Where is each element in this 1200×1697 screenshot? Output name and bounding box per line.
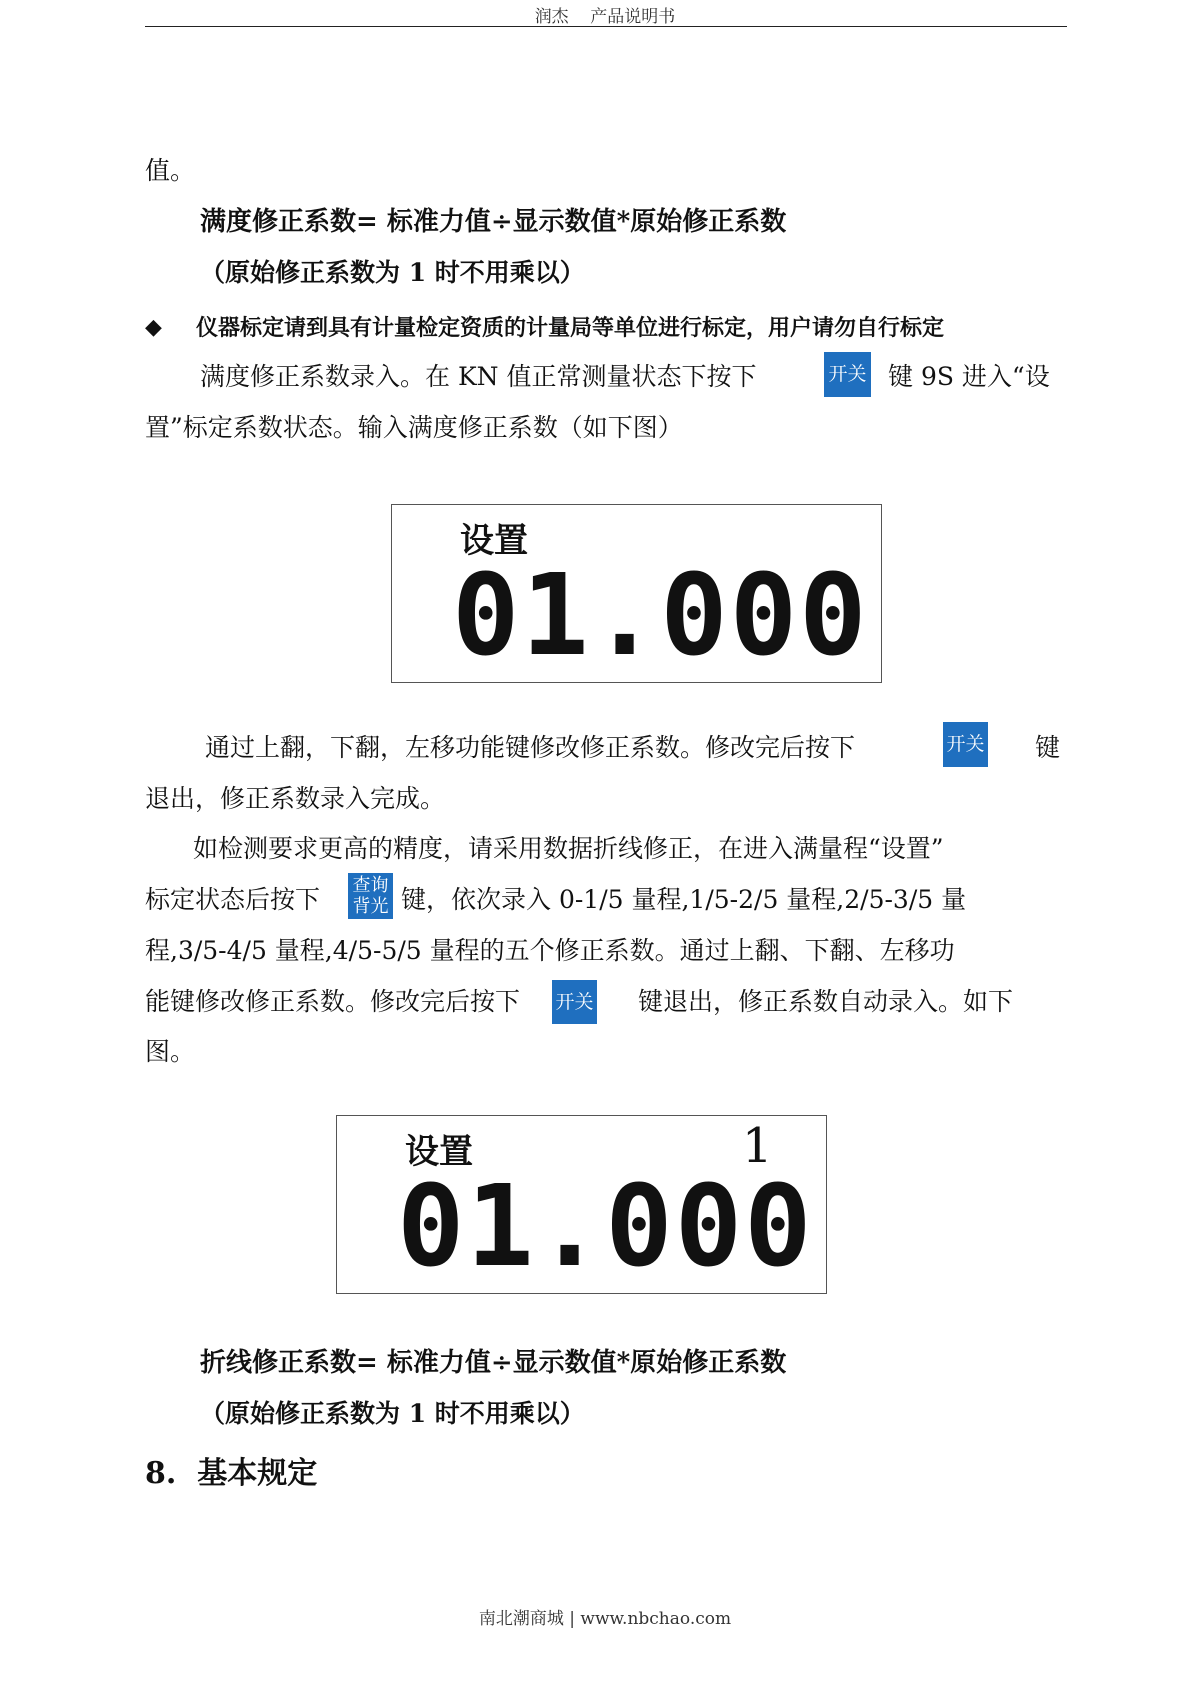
lcd-display-segment <box>336 1115 827 1294</box>
lcd-label: 设置 <box>460 521 528 561</box>
page-header: 润杰 产品说明书 <box>534 7 676 27</box>
paragraph-3-line-2-end: 键，依次录入 0-1/5 量程,1/5-2/5 量程,2/5-3/5 量 <box>401 885 967 914</box>
bullet-diamond-icon: ◆ <box>145 315 162 340</box>
page-footer: 南北潮商城 | www.nbchao.com <box>478 1609 732 1629</box>
calibration-warning: 仪器标定请到具有计量检定资质的计量局等单位进行标定，用户请勿自行标定 <box>196 315 945 341</box>
lcd-segment-index: 1 <box>742 1118 773 1174</box>
paragraph-3-line-4-end: 键退出，修正系数自动录入。如下 <box>638 987 1014 1016</box>
paragraph-3-line-1: 如检测要求更高的精度，请采用数据折线修正，在进入满量程“设置” <box>193 834 944 863</box>
formula-full-scale: 满度修正系数= 标准力值÷显示数值*原始修正系数 <box>200 207 787 237</box>
paragraph-3-line-5: 图。 <box>145 1037 196 1066</box>
formula-segment: 折线修正系数= 标准力值÷显示数值*原始修正系数 <box>200 1348 787 1378</box>
formula-note: （原始修正系数为 1 时不用乘以） <box>200 258 585 287</box>
paragraph-1-line-2: 置”标定系数状态。输入满度修正系数（如下图） <box>145 413 683 442</box>
backlight-key-label: 背光 <box>352 896 389 917</box>
paragraph-2-line-1-end: 键 <box>1035 733 1061 762</box>
lcd-value: 01.000 <box>397 1162 814 1292</box>
paragraph-tail: 值。 <box>145 156 196 185</box>
lcd-display-setting <box>391 504 882 683</box>
paragraph-2-line-1: 通过上翻，下翻，左移功能键修改修正系数。修改完后按下 <box>205 733 856 762</box>
paragraph-3-line-3: 程,3/5-4/5 量程,4/5-5/5 量程的五个修正系数。通过上翻、下翻、左移功 <box>145 936 955 965</box>
paragraph-1-line-1-end: 键 9S 进入“设 <box>888 362 1050 391</box>
formula-note: （原始修正系数为 1 时不用乘以） <box>200 1399 585 1428</box>
power-key-badge: 开关 <box>552 980 597 1024</box>
paragraph-2-line-2: 退出，修正系数录入完成。 <box>145 784 446 813</box>
header-divider <box>145 26 1067 27</box>
power-key-badge: 开关 <box>824 352 871 397</box>
section-heading: 8. 基本规定 <box>145 1456 318 1491</box>
query-backlight-key-badge <box>348 873 393 919</box>
paragraph-3-line-2-start: 标定状态后按下 <box>145 885 321 914</box>
query-key-label: 查询 <box>352 875 389 896</box>
lcd-value: 01.000 <box>452 551 869 681</box>
paragraph-3-line-4-start: 能键修改修正系数。修改完后按下 <box>145 987 521 1016</box>
lcd-label: 设置 <box>405 1132 473 1172</box>
power-key-badge: 开关 <box>943 722 988 767</box>
paragraph-1-line-1: 满度修正系数录入。在 KN 值正常测量状态下按下 <box>200 362 757 391</box>
